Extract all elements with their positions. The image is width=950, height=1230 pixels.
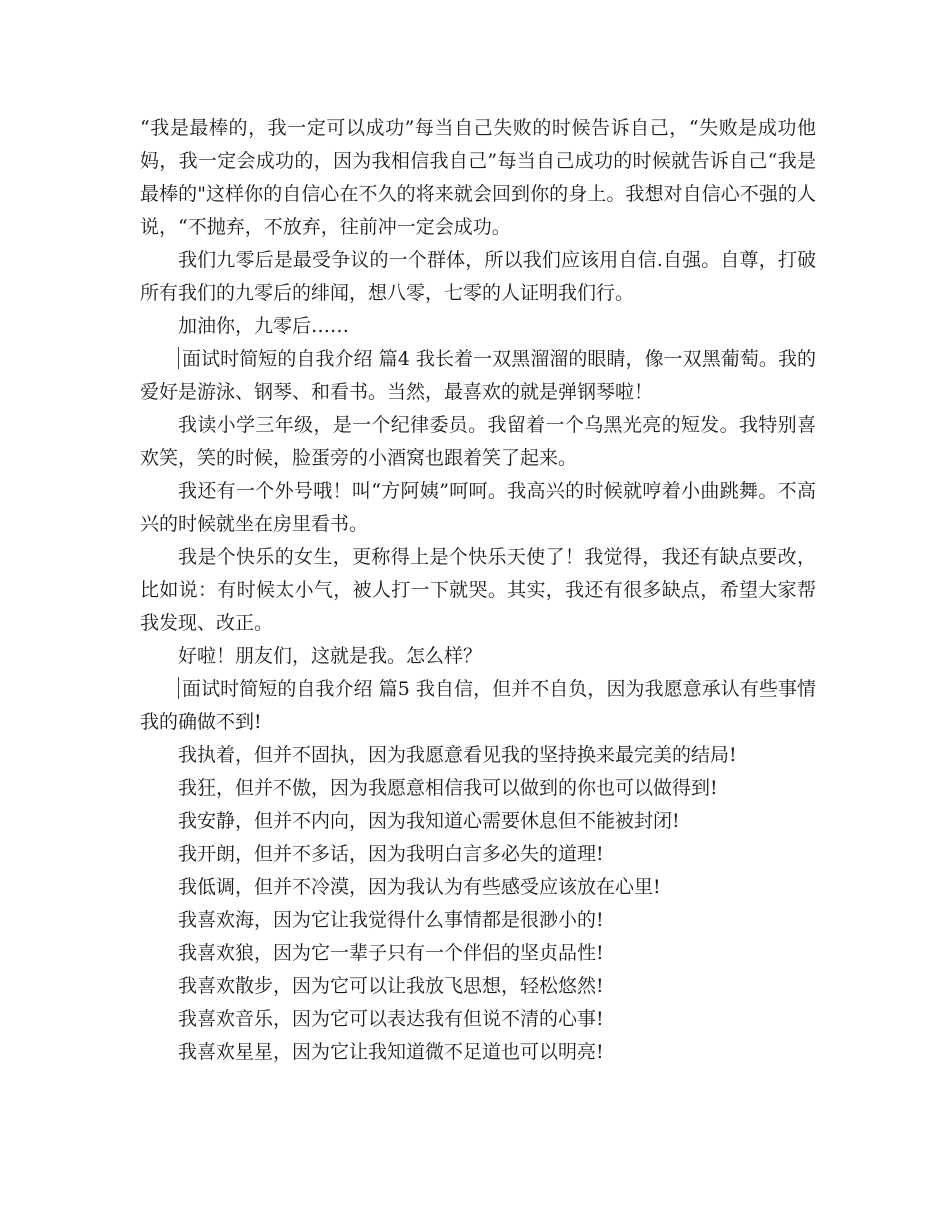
paragraph bbox=[140, 409, 816, 475]
paragraph bbox=[140, 739, 816, 772]
paragraph-text: 我们九零后是最受争议的一个群体，所以我们应该用自信.自强。自尊，打破所有我们的九零后的绯闻，想八零，七零的人证明我们行。 bbox=[140, 249, 816, 304]
paragraph-text: 我开朗，但并不多话，因为我明白言多必失的道理! bbox=[178, 843, 604, 865]
paragraph-text: 我安静，但并不内向，因为我知道心需要休息但不能被封闭! bbox=[178, 810, 680, 832]
paragraph-text: 我是个快乐的女生，更称得上是个快乐天使了！我觉得，我还有缺点要改，比如说：有时候太小气，被人打一下就哭。其实，我还有很多缺点，希望大家帮我发现、改正。 bbox=[140, 546, 816, 634]
paragraph-text: 我喜欢狼，因为它一辈子只有一个伴侣的坚贞品性! bbox=[178, 942, 604, 964]
heading-marker-line bbox=[178, 347, 179, 369]
paragraph bbox=[140, 871, 816, 904]
paragraph bbox=[140, 937, 816, 970]
paragraph bbox=[140, 772, 816, 805]
section-heading-paragraph bbox=[140, 343, 816, 409]
paragraph-text: 我还有一个外号哦！叫“方阿姨”呵呵。我高兴的时候就哼着小曲跳舞。不高兴的时候就坐在房里看书。 bbox=[140, 480, 816, 535]
section-heading-paragraph bbox=[140, 673, 816, 739]
paragraph bbox=[140, 244, 816, 310]
paragraph-text: 我执着，但并不固执，因为我愿意看见我的坚持换来最完美的结局! bbox=[178, 744, 737, 766]
paragraph-text: 我狂，但并不傲，因为我愿意相信我可以做到的你也可以做得到! bbox=[178, 777, 718, 799]
paragraph bbox=[140, 475, 816, 541]
paragraph-text: 面试时简短的自我介绍 篇4 我长着一双黑溜溜的眼睛，像一双黑葡萄。我的爱好是游泳、钢琴、和看书。当然，最喜欢的就是弹钢琴啦！ bbox=[140, 348, 816, 403]
paragraph bbox=[140, 805, 816, 838]
paragraph bbox=[140, 904, 816, 937]
paragraph bbox=[140, 970, 816, 1003]
document-body bbox=[140, 112, 816, 1069]
paragraph bbox=[140, 112, 816, 244]
paragraph-text: 我读小学三年级，是一个纪律委员。我留着一个乌黑光亮的短发。我特别喜欢笑，笑的时候，脸蛋旁的小酒窝也跟着笑了起来。 bbox=[140, 414, 816, 469]
paragraph-text: 我低调，但并不冷漠，因为我认为有些感受应该放在心里! bbox=[178, 876, 661, 898]
paragraph-text: 好啦！朋友们，这就是我。怎么样？ bbox=[178, 645, 483, 667]
paragraph-text: 我喜欢音乐，因为它可以表达我有但说不清的心事! bbox=[178, 1008, 604, 1030]
paragraph-text: 加油你，九零后…… bbox=[178, 315, 350, 337]
paragraph-text: “我是最棒的，我一定可以成功”每当自己失败的时候告诉自己，“失败是成功他妈，我一定会成功的，因为我相信我自己”每当自己成功的时候就告诉自己“我是最棒的"这样你的自信心在不久的将来就会回到你的身上。我想对自信心不强的人说，“不抛弃，不放弃，往前冲一定会成功。 bbox=[140, 117, 816, 238]
paragraph-text: 我喜欢海，因为它让我觉得什么事情都是很渺小的! bbox=[178, 909, 604, 931]
paragraph-text: 我喜欢散步，因为它可以让我放飞思想，轻松悠然! bbox=[178, 975, 604, 997]
paragraph bbox=[140, 541, 816, 640]
paragraph bbox=[140, 838, 816, 871]
heading-marker-line bbox=[178, 677, 179, 699]
paragraph-text: 我喜欢星星，因为它让我知道微不足道也可以明亮! bbox=[178, 1041, 604, 1063]
paragraph bbox=[140, 1036, 816, 1069]
paragraph bbox=[140, 1003, 816, 1036]
paragraph bbox=[140, 310, 816, 343]
paragraph-text: 面试时简短的自我介绍 篇5 我自信，但并不自负，因为我愿意承认有些事情我的确做不到! bbox=[140, 678, 816, 733]
paragraph bbox=[140, 640, 816, 673]
